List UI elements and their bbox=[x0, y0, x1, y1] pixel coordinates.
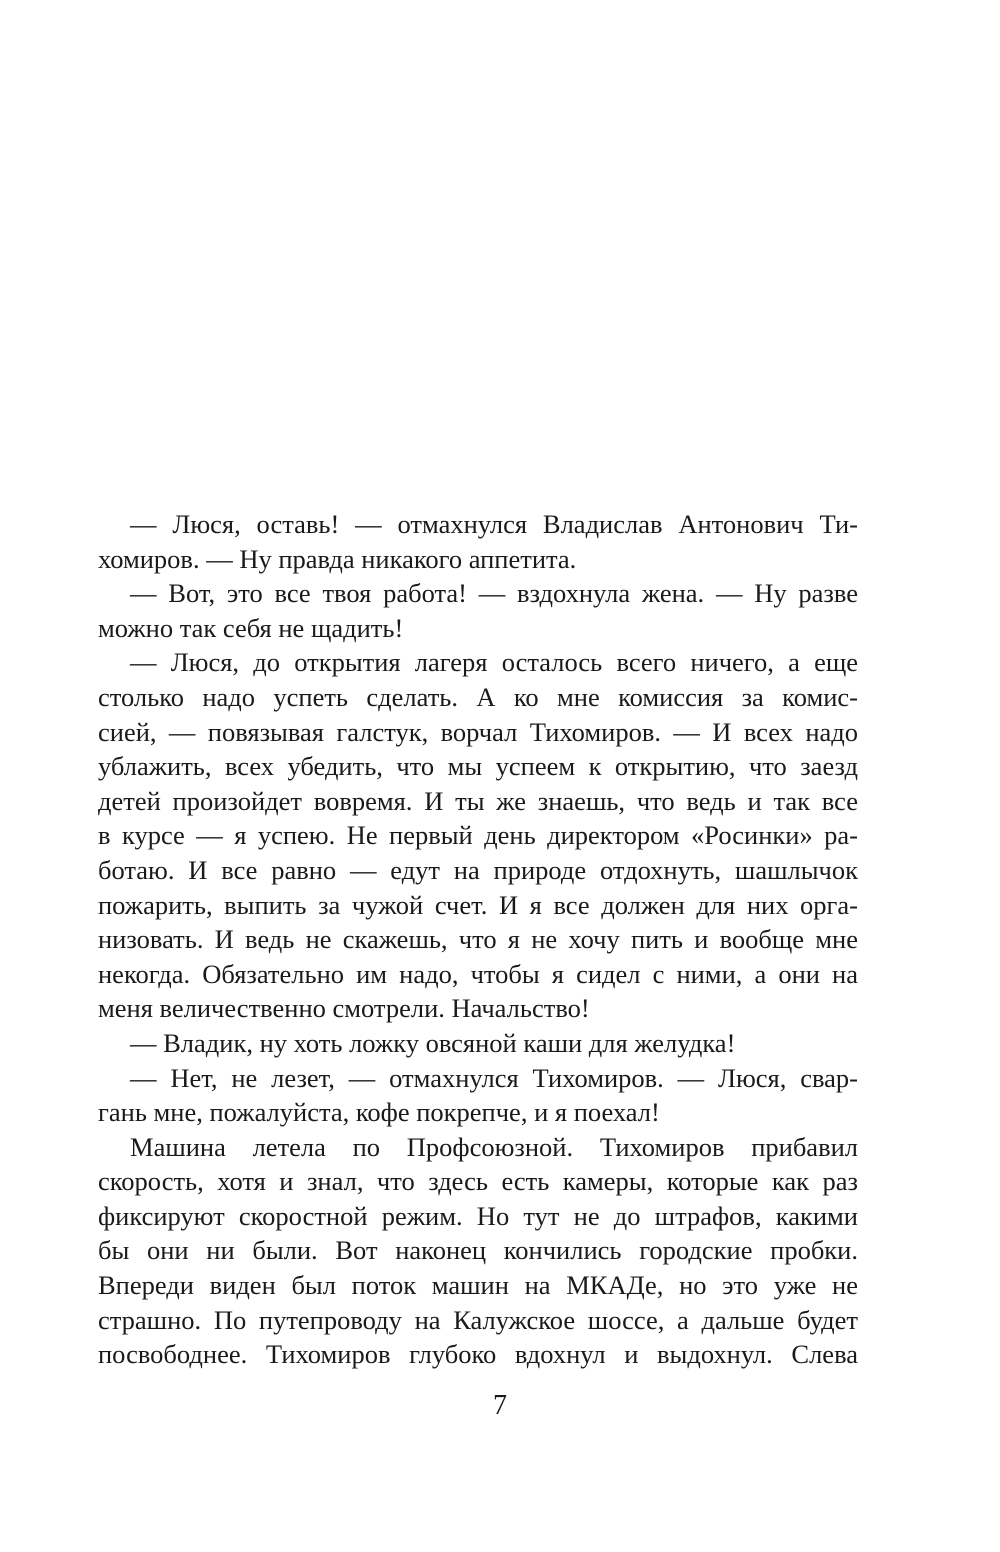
text-line: низовать. И ведь не скажешь, что я не хочу пить и вообще мне bbox=[98, 924, 858, 955]
text-line: бы они ни были. Вот наконец кончились городские пробки. bbox=[98, 1235, 858, 1266]
text-line: ублажить, всех убедить, что мы успеем к открытию, что заезд bbox=[98, 751, 858, 782]
text-line: гань мне, пожалуйста, кофе покрепче, и я поехал! bbox=[98, 1097, 660, 1128]
text-line: — Вот, это все твоя работа! — вздохнула жена. — Ну разве bbox=[130, 578, 858, 609]
text-line: фиксируют скоростной режим. Но тут не до штрафов, какими bbox=[98, 1200, 858, 1231]
text-line: столько надо успеть сделать. А ко мне комиссия за комис- bbox=[98, 681, 858, 712]
text-line: — Нет, не лезет, — отмахнулся Тихомиров. — Люся, свар- bbox=[130, 1062, 858, 1093]
text-line: можно так себя не щадить! bbox=[98, 612, 404, 643]
text-line: сией, — повязывая галстук, ворчал Тихомиров. — И всех надо bbox=[98, 716, 858, 747]
text-line: посвободнее. Тихомиров глубоко вдохнул и выдохнул. Слева bbox=[98, 1339, 858, 1370]
text-line: Впереди виден был поток машин на МКАДе, но это уже не bbox=[98, 1270, 858, 1301]
text-line: детей произойдет вовремя. И ты же знаешь, что ведь и так все bbox=[98, 785, 858, 816]
text-line: Машина летела по Профсоюзной. Тихомиров прибавил bbox=[130, 1131, 858, 1162]
text-line: в курсе — я успею. Не первый день директором «Росинки» ра- bbox=[98, 820, 858, 851]
text-line: — Люся, оставь! — отмахнулся Владислав Антонович Ти- bbox=[130, 509, 858, 539]
text-line: некогда. Обязательно им надо, чтобы я сидел с ними, а они на bbox=[98, 958, 858, 989]
text-line: страшно. По путепроводу на Калужское шоссе, а дальше будет bbox=[98, 1304, 858, 1335]
text-line: скорость, хотя и знал, что здесь есть камеры, которые как раз bbox=[98, 1166, 858, 1197]
text-line: — Владик, ну хоть ложку овсяной каши для желудка! bbox=[130, 1027, 736, 1058]
text-line: — Люся, до открытия лагеря осталось всего ничего, а еще bbox=[130, 647, 858, 678]
text-line: ботаю. И все равно — едут на природе отдохнуть, шашлычок bbox=[98, 854, 858, 885]
text-line: хомиров. — Ну правда никакого аппетита. bbox=[98, 543, 577, 574]
body-text bbox=[98, 507, 858, 1372]
text-line: пожарить, выпить за чужой счет. И я все должен для них орга- bbox=[98, 889, 858, 920]
page-number: 7 bbox=[493, 1390, 507, 1421]
text-line: меня величественно смотрели. Начальство! bbox=[98, 993, 590, 1024]
